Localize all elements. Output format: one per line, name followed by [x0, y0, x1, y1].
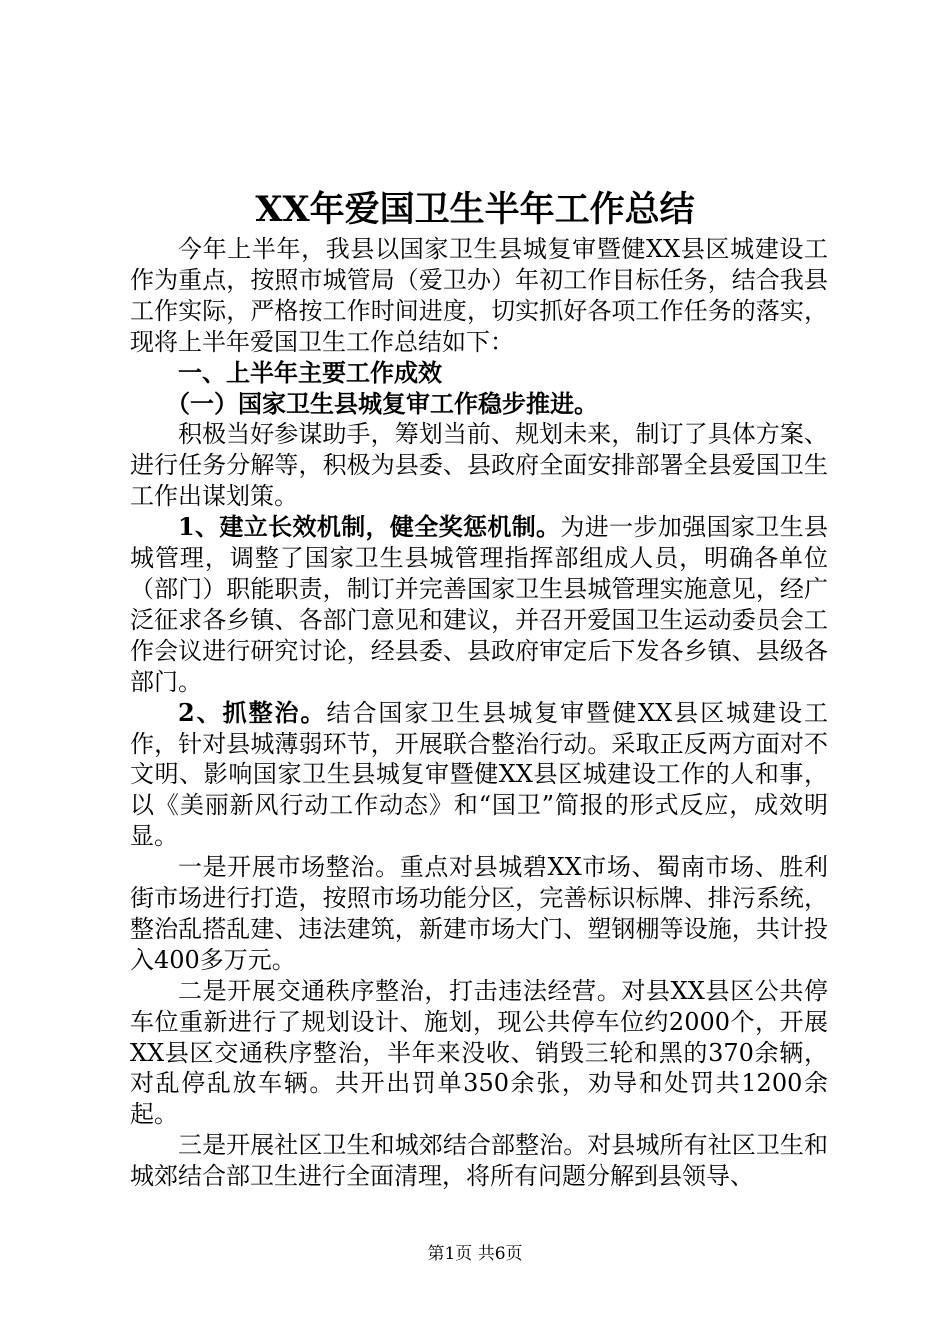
paragraph-community: 三是开展社区卫生和城郊结合部整治。对县城所有社区卫生和城郊结合部卫生进行全面清理，将所有问题分解到县领导、: [130, 1131, 828, 1191]
section-heading-achievements: 一、上半年主要工作成效: [178, 357, 442, 387]
paragraph-market: 一是开展市场整治。重点对县城碧XX市场、蜀南市场、胜利街市场进行打造，按照市场功能分区，完善标识标牌、排污系统，整治乱搭乱建、违法建筑，新建市场大门、塑钢棚等设施，共计投入400多万元。: [130, 853, 828, 974]
paragraph-item-mechanism: [130, 512, 828, 697]
paragraph-planning: 积极当好参谋助手，筹划当前、规划未来，制订了具体方案、进行任务分解等，积极为县委、县政府全面安排部署全县爱国卫生工作出谋划策。: [130, 420, 828, 511]
item-text-mechanism: 为进一步加强国家卫生县城管理，调整了国家卫生县城管理指挥部组成人员，明确各单位（部门）职能职责，制订并完善国家卫生县城管理实施意见，经广泛征求各乡镇、各部门意见和建议，并召开爱国卫生运动委员会工作会议进行研究讨论，经县委、县政府审定后下发各乡镇、县级各部门。: [130, 513, 828, 696]
document-body: [130, 234, 828, 1192]
item-text-rectification: 结合国家卫生县城复审暨健XX县区城建设工作，针对县城薄弱环节，开展联合整治行动。采取正反两方面对不文明、影响国家卫生县城复审暨健XX县区城建设工作的人和事，以《美丽新风行动工作动态》和“国卫”简报的形式反应，成效明显。: [130, 698, 828, 851]
paragraph-intro: 今年上半年，我县以国家卫生县城复审暨健XX县区城建设工作为重点，按照市城管局（爱卫办）年初工作目标任务，结合我县工作实际，严格按工作时间进度，切实抓好各项工作任务的落实，现将上半年爱国卫生工作总结如下：: [130, 235, 828, 356]
paragraph-traffic: 二是开展交通秩序整治，打击违法经营。对县XX县区公共停车位重新进行了规划设计、施划，现公共停车位约2000个，开展XX县区交通秩序整治，半年来没收、销毁三轮和黑的370余辆，对乱停乱放车辆。共开出罚单350余张，劝导和处罚共1200余起。: [130, 976, 828, 1129]
subsection-heading-review: （一）国家卫生县城复审工作稳步推进。: [166, 388, 598, 418]
item-lead-mechanism: 1、建立长效机制，健全奖惩机制。: [178, 512, 561, 542]
paragraph-item-rectification: [130, 698, 828, 853]
document-title: XX年爱国卫生半年工作总结: [255, 189, 695, 230]
page-footer: 第1页 共6页: [427, 1244, 523, 1264]
item-lead-rectification: 2、抓整治。: [178, 697, 327, 727]
